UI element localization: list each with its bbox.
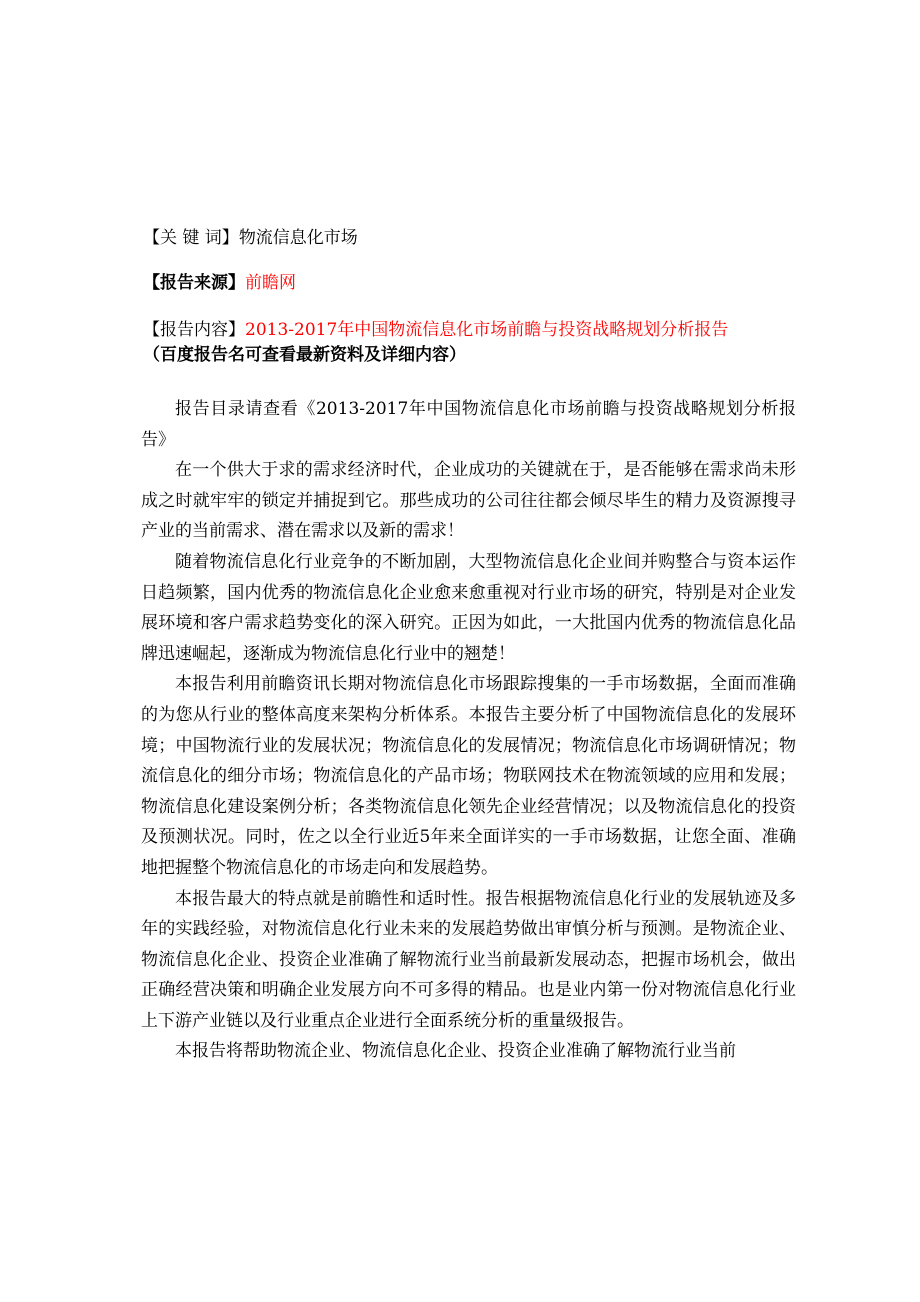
content-note: （百度报告名可查看最新资料及详细内容） <box>143 345 466 365</box>
paragraph-demand: 在一个供大于求的需求经济时代，企业成功的关键就在于，是否能够在需求尚未形成之时就牢牢的锁定并捕捉到它。那些成功的公司往往都会倾尽毕生的精力及资源搜寻产业的当前需求、潜在需求以及新的需求！ <box>141 460 796 542</box>
paragraph-features: 本报告最大的特点就是前瞻性和适时性。报告根据物流信息化行业的发展轨迹及多年的实践经验，对物流信息化行业未来的发展趋势做出审慎分析与预测。是物流企业、物流信息化企业、投资企业准确了解物流行业当前最新发展动态，把握市场机会，做出正确经营决策和明确企业发展方向不可多得的精品。也是业内第一份对物流信息化行业上下游产业链以及行业重点企业进行全面系统分析的重量级报告。 <box>141 888 796 1031</box>
paragraph-competition: 随着物流信息化行业竞争的不断加剧，大型物流信息化企业间并购整合与资本运作日趋频繁，国内优秀的物流信息化企业愈来愈重视对行业市场的研究，特别是对企业发展环境和客户需求趋势变化的深入研究。正因为如此，一大批国内优秀的物流信息化品牌迅速崛起，逐渐成为物流信息化行业中的翘楚！ <box>141 551 796 664</box>
report-title-link[interactable]: 2013-2017年中国物流信息化市场前瞻与投资战略规划分析报告 <box>245 320 729 340</box>
content-note-line <box>143 343 793 368</box>
content-line <box>143 318 793 343</box>
paragraph-catalog: 报告目录请查看《2013-2017年中国物流信息化市场前瞻与投资战略规划分析报告》 <box>141 399 796 450</box>
keywords-value: 物流信息化市场 <box>238 228 358 248</box>
source-line <box>143 271 793 296</box>
source-link[interactable]: 前瞻网 <box>245 273 296 293</box>
keywords-label: 【关 键 词】 <box>143 228 239 248</box>
report-body <box>141 394 796 1067</box>
keywords-line <box>143 226 793 251</box>
paragraph-scope: 本报告利用前瞻资讯长期对物流信息化市场跟踪搜集的一手市场数据，全面而准确的为您从行业的整体高度来架构分析体系。本报告主要分析了中国物流信息化的发展环境；中国物流行业的发展状况；物流信息化的发展情况；物流信息化市场调研情况；物流信息化的细分市场；物流信息化的产品市场；物联网技术在物流领域的应用和发展；物流信息化建设案例分析；各类物流信息化领先企业经营情况；以及物流信息化的投资及预测状况。同时，佐之以全行业近5年来全面详实的一手市场数据，让您全面、准确地把握整个物流信息化的市场走向和发展趋势。 <box>141 674 796 878</box>
source-label: 【报告来源】 <box>143 273 245 293</box>
paragraph-help: 本报告将帮助物流企业、物流信息化企业、投资企业准确了解物流行业当前 <box>175 1041 736 1062</box>
content-label: 【报告内容】 <box>143 320 245 340</box>
